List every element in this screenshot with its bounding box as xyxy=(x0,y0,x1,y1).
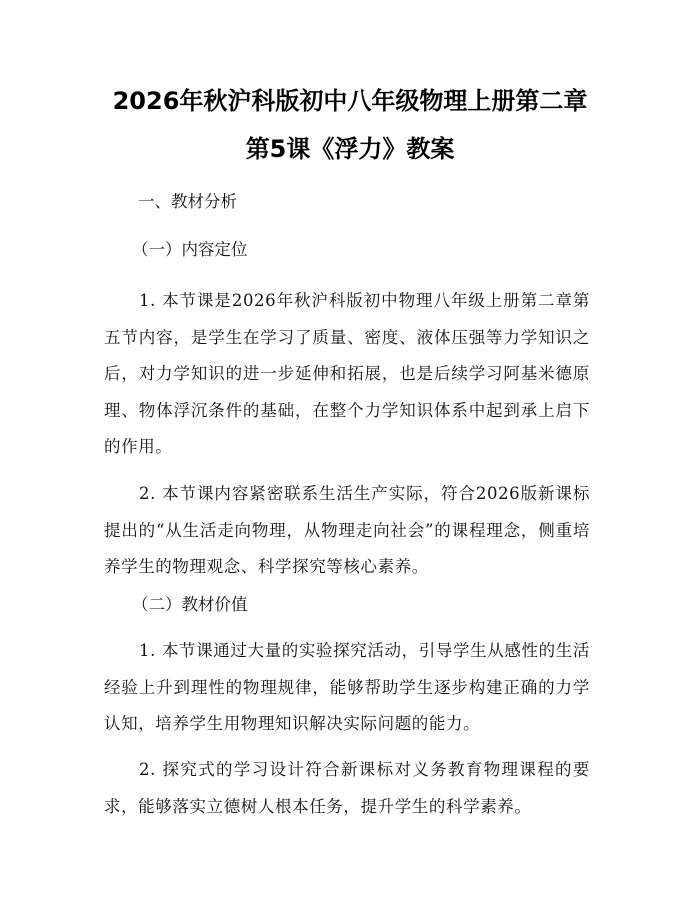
document-title-line-1: 2026年秋沪科版初中八年级物理上册第二章 xyxy=(112,87,588,115)
paragraph-material-value-2: 2. 探究式的学习设计符合新课标对义务教育物理课程的要求，能够落实立德树人根本任务，提升学生的科学素养。 xyxy=(104,760,590,816)
subsection-heading-content-positioning: （一）内容定位 xyxy=(132,240,248,259)
paragraph-material-value-1: 1. 本节课通过大量的实验探究活动，引导学生从感性的生活经验上升到理性的物理规律，能够帮助学生逐步构建正确的力学认知，培养学生用物理知识解决实际问题的能力。 xyxy=(104,641,590,733)
document-title-line-2: 第5课《浮力》教案 xyxy=(245,135,455,163)
section-heading-teaching-material-analysis: 一、教材分析 xyxy=(138,192,237,211)
subsection-heading-material-value: （二）教材价值 xyxy=(132,595,248,614)
paragraph-content-positioning-1: 1. 本节课是2026年秋沪科版初中物理八年级上册第二章第五节内容，是学生在学习了质量、密度、液体压强等力学知识之后，对力学知识的进一步延伸和拓展，也是后续学习阿基米德原理、物体浮沉条件的基础，在整个力学知识体系中起到承上启下的作用。 xyxy=(104,291,590,456)
paragraph-content-positioning-2: 2. 本节课内容紧密联系生活生产实际，符合2026版新课标提出的“从生活走向物理，从物理走向社会”的课程理念，侧重培养学生的物理观念、科学探究等核心素养。 xyxy=(104,484,590,576)
